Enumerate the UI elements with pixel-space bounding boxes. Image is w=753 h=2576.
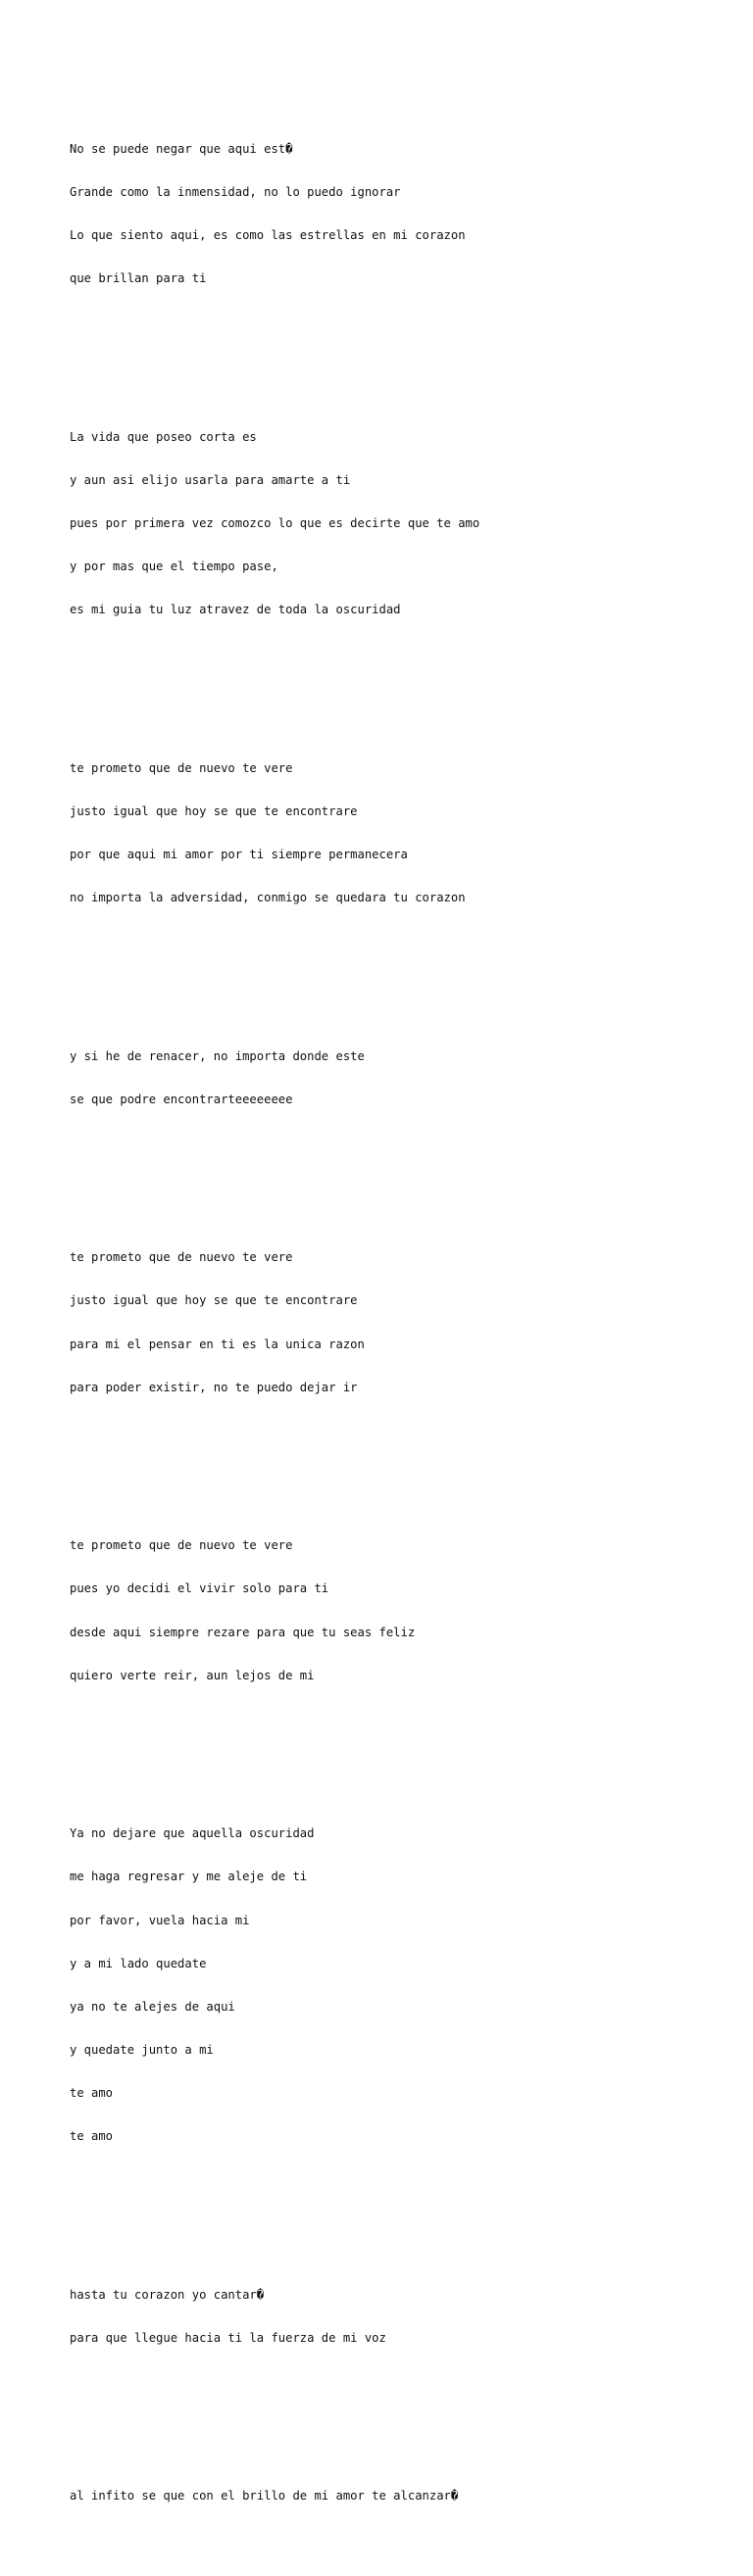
text-line: para poder existir, no te puedo dejar ir bbox=[70, 1380, 358, 1394]
text-line: que brillan para ti bbox=[70, 270, 207, 285]
text-line: pues por primera vez comozco lo que es decirte que te amo bbox=[70, 515, 480, 530]
text-line: La vida que poseo corta es bbox=[70, 429, 257, 444]
text-line: y por mas que el tiempo pase, bbox=[70, 559, 278, 573]
text-line: ya no te alejes de aqui bbox=[70, 1999, 235, 2014]
text-line: justo igual que hoy se que te encontrare bbox=[70, 1293, 358, 1308]
text-line: Lo que siento aqui, es como las estrellas en mi corazon bbox=[70, 227, 466, 242]
stanza bbox=[70, 1020, 479, 1136]
text-line: te amo bbox=[70, 2128, 114, 2143]
stanza bbox=[70, 1222, 479, 1424]
text-line: hasta tu corazon yo cantar� bbox=[70, 2287, 265, 2302]
text-line: te prometo que de nuevo te vere bbox=[70, 1538, 293, 1553]
text-line: es mi guia tu luz atravez de toda la oscuridad bbox=[70, 602, 401, 616]
text-line: por que aqui mi amor por ti siempre permanecera bbox=[70, 847, 408, 861]
stanza-gap bbox=[70, 1452, 479, 1467]
stanza bbox=[70, 113, 479, 315]
stanza-gap bbox=[70, 962, 479, 977]
stanza-gap bbox=[70, 1740, 479, 1755]
stanza-gap bbox=[70, 2201, 479, 2215]
stanza bbox=[70, 1510, 479, 1712]
text-line: y a mi lado quedate bbox=[70, 1956, 207, 1970]
text-line: te prometo que de nuevo te vere bbox=[70, 1250, 293, 1265]
text-line: no importa la adversidad, conmigo se quedara tu corazon bbox=[70, 890, 466, 904]
text-line: para mi el pensar en ti es la unica razon bbox=[70, 1337, 365, 1351]
text-line: te amo bbox=[70, 2085, 114, 2100]
stanza bbox=[70, 732, 479, 934]
text-line: Grande como la inmensidad, no lo puedo ignorar bbox=[70, 184, 401, 199]
text-line: pues yo decidi el vivir solo para ti bbox=[70, 1581, 329, 1596]
text-line: al infito se que con el brillo de mi amor te alcanzar� bbox=[70, 2489, 459, 2503]
text-line: quiero verte reir, aun lejos de mi bbox=[70, 1668, 315, 1682]
text-line: te prometo que de nuevo te vere bbox=[70, 760, 293, 775]
text-line: desde aqui siempre rezare para que tu seas feliz bbox=[70, 1625, 416, 1639]
text-line: y quedate junto a mi bbox=[70, 2042, 214, 2057]
stanza-gap bbox=[70, 674, 479, 689]
stanza bbox=[70, 401, 479, 646]
lyrics-text bbox=[70, 70, 479, 2576]
text-line: me haga regresar y me aleje de ti bbox=[70, 1870, 308, 1884]
text-line: Ya no dejare que aquella oscuridad bbox=[70, 1826, 315, 1841]
text-line: justo igual que hoy se que te encontrare bbox=[70, 803, 358, 818]
stanza bbox=[70, 1798, 479, 2172]
stanza-gap bbox=[70, 1164, 479, 1179]
stanza-gap bbox=[70, 343, 479, 358]
text-line: y aun asi elijo usarla para amarte a ti bbox=[70, 472, 351, 487]
text-line: se que podre encontrarteeeeeeee bbox=[70, 1092, 293, 1106]
text-line: por favor, vuela hacia mi bbox=[70, 1913, 250, 1927]
text-line: y si he de renacer, no importa donde este bbox=[70, 1048, 365, 1063]
text-line: para que llegue hacia ti la fuerza de mi voz bbox=[70, 2330, 386, 2345]
stanza bbox=[70, 2460, 479, 2533]
text-line: No se puede negar que aqui est� bbox=[70, 141, 293, 156]
stanza-gap bbox=[70, 2403, 479, 2417]
stanza bbox=[70, 2259, 479, 2374]
